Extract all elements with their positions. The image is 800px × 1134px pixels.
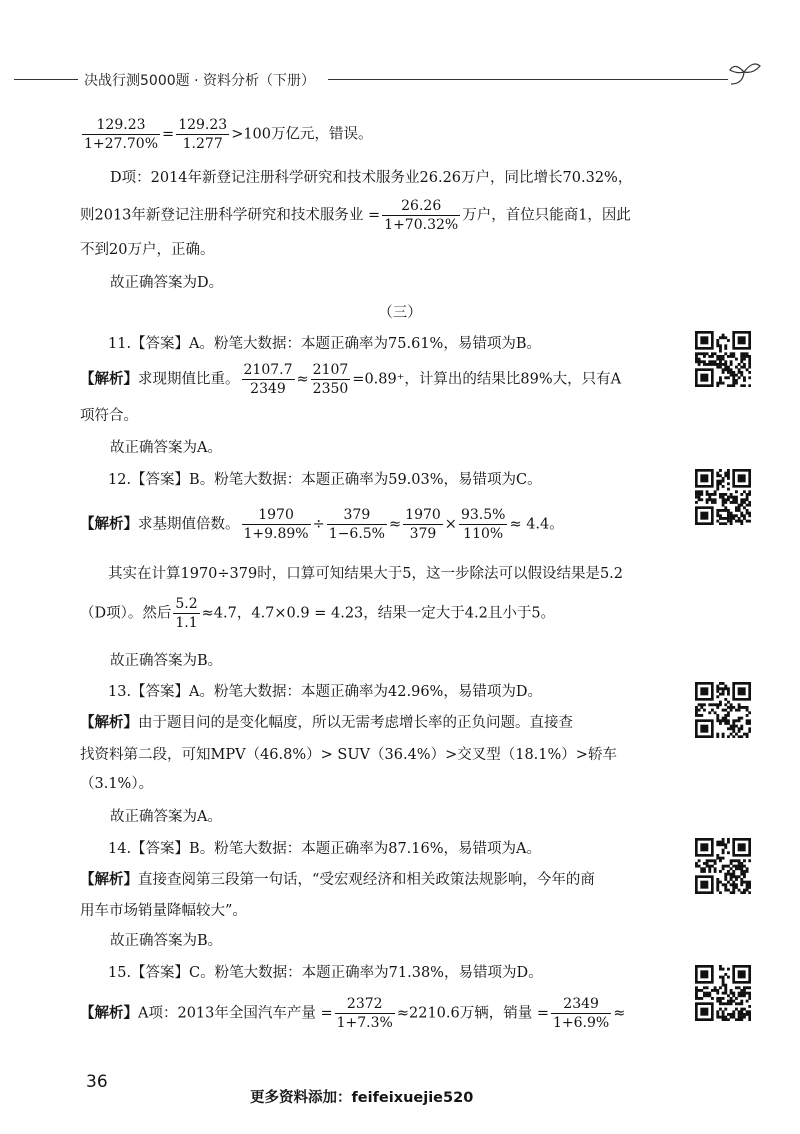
fraction: $\frac{2349}{1+6.9\%}$ <box>553 996 610 1031</box>
fraction: $\frac{379}{1-6.5\%}$ <box>328 507 385 542</box>
q14-jiexi-line1: 【解析】直接查阅第三段第一句话，“受宏观经济和相关政策法规影响，今年的商 <box>80 872 595 888</box>
q11-line3: 项符合。 <box>80 408 138 424</box>
page-number: 36 <box>86 1072 108 1092</box>
qr-code-icon[interactable] <box>695 469 751 525</box>
option-d-answer: 故正确答案为D。 <box>110 275 224 291</box>
running-header: 决战行测5000题 · 资料分析（下册） <box>84 73 315 89</box>
fraction: $\frac{1970}{379}$ <box>405 507 441 542</box>
q12-line4: （D项）。然后 $\frac{5.2}{1.1}$ ≈4.7，4.7×0.9 = 4.23，结果一定大于4.2且小于5。 <box>80 596 556 631</box>
q14-answer: 故正确答案为B。 <box>110 933 223 949</box>
qr-code-icon[interactable] <box>695 331 751 387</box>
q15-answer-line: 15.【答案】C。粉笔大数据：本题正确率为71.38%，易错项为D。 <box>108 965 543 981</box>
option-d-line3: 不到20万户，正确。 <box>80 242 215 258</box>
q11-jiexi-line: 【解析】求现期值比重。 $\frac{2107.7}{2349}$ ≈ $\frac{2107}{2350}$ =0.89⁺，计算出的结果比89%大，只有A <box>80 362 622 397</box>
section-title: （三） <box>378 305 422 321</box>
q14-answer-line: 14.【答案】B。粉笔大数据：本题正确率为87.16%，易错项为A。 <box>108 841 541 857</box>
q12-answer-line: 12.【答案】B。粉笔大数据：本题正确率为59.03%，易错项为C。 <box>108 472 542 488</box>
qr-code-icon[interactable] <box>695 838 751 894</box>
fraction: $\frac{2107.7}{2349}$ <box>243 362 293 397</box>
q12-line3: 其实在计算1970÷379时，口算可知结果大于5，这一步除法可以假设结果是5.2 <box>108 566 624 582</box>
qr-code-icon[interactable] <box>695 965 751 1021</box>
q12-jiexi-line: 【解析】求基期值倍数。 $\frac{1970}{1+9.89\%}$ ÷ $\frac{379}{1-6.5\%}$ ≈ $\frac{1970}{379}$ × $\frac{93.5\%}{110\%}$ ≈ 4.4。 <box>80 507 564 542</box>
calc-line: $\frac{129.23}{1+27.70\%}$ = $\frac{129.23}{1.277}$ >100万亿元，错误。 <box>84 117 373 152</box>
q11-answer: 故正确答案为A。 <box>110 440 222 456</box>
fraction: $\frac{129.23}{1.277}$ <box>178 117 228 152</box>
q12-answer: 故正确答案为B。 <box>110 653 223 669</box>
q11-answer-line: 11.【答案】A。粉笔大数据：本题正确率为75.61%，易错项为B。 <box>108 336 541 352</box>
option-d-line1: D项：2014年新登记注册科学研究和技术服务业26.26万户，同比增长70.32%， <box>110 170 633 186</box>
q13-jiexi-line1: 【解析】由于题目问的是变化幅度，所以无需考虑增长率的正负问题。直接查 <box>80 715 573 731</box>
fraction: $\frac{93.5\%}{110\%}$ <box>460 507 506 542</box>
q13-jiexi-line2: 找资料第二段，可知MPV（46.8%）> SUV（36.4%）>交叉型（18.1%）>轿车 <box>80 747 617 763</box>
fraction: $\frac{129.23}{1+27.70\%}$ <box>84 117 159 152</box>
fraction: $\frac{1970}{1+9.89\%}$ <box>243 507 309 542</box>
footer-note: 更多资料添加：feifeixuejie520 <box>250 1090 474 1106</box>
q14-jiexi-line2: 用车市场销量降幅较大”。 <box>80 903 247 919</box>
qr-code-icon[interactable] <box>695 682 751 738</box>
header-rule-left <box>14 79 78 80</box>
q13-jiexi-line3: （3.1%）。 <box>80 776 154 792</box>
fraction: $\frac{26.26}{1+70.32\%}$ <box>384 198 459 233</box>
q15-jiexi-line: 【解析】A项：2013年全国汽车产量 = $\frac{2372}{1+7.3\%}$ ≈2210.6万辆，销量 = $\frac{2349}{1+6.9\%}$ ≈ <box>80 996 626 1031</box>
header-rule-right <box>328 79 728 80</box>
option-d-line2: 则2013年新登记注册科学研究和技术服务业 = $\frac{26.26}{1+70.32\%}$ 万户，首位只能商1，因此 <box>80 198 631 233</box>
q13-answer: 故正确答案为A。 <box>110 809 222 825</box>
fraction: $\frac{2107}{2350}$ <box>312 362 349 397</box>
fraction: $\frac{2372}{1+7.3\%}$ <box>336 996 393 1031</box>
sprout-icon <box>727 58 763 88</box>
q13-answer-line: 13.【答案】A。粉笔大数据：本题正确率为42.96%，易错项为D。 <box>108 684 542 700</box>
fraction: $\frac{5.2}{1.1}$ <box>175 596 198 631</box>
